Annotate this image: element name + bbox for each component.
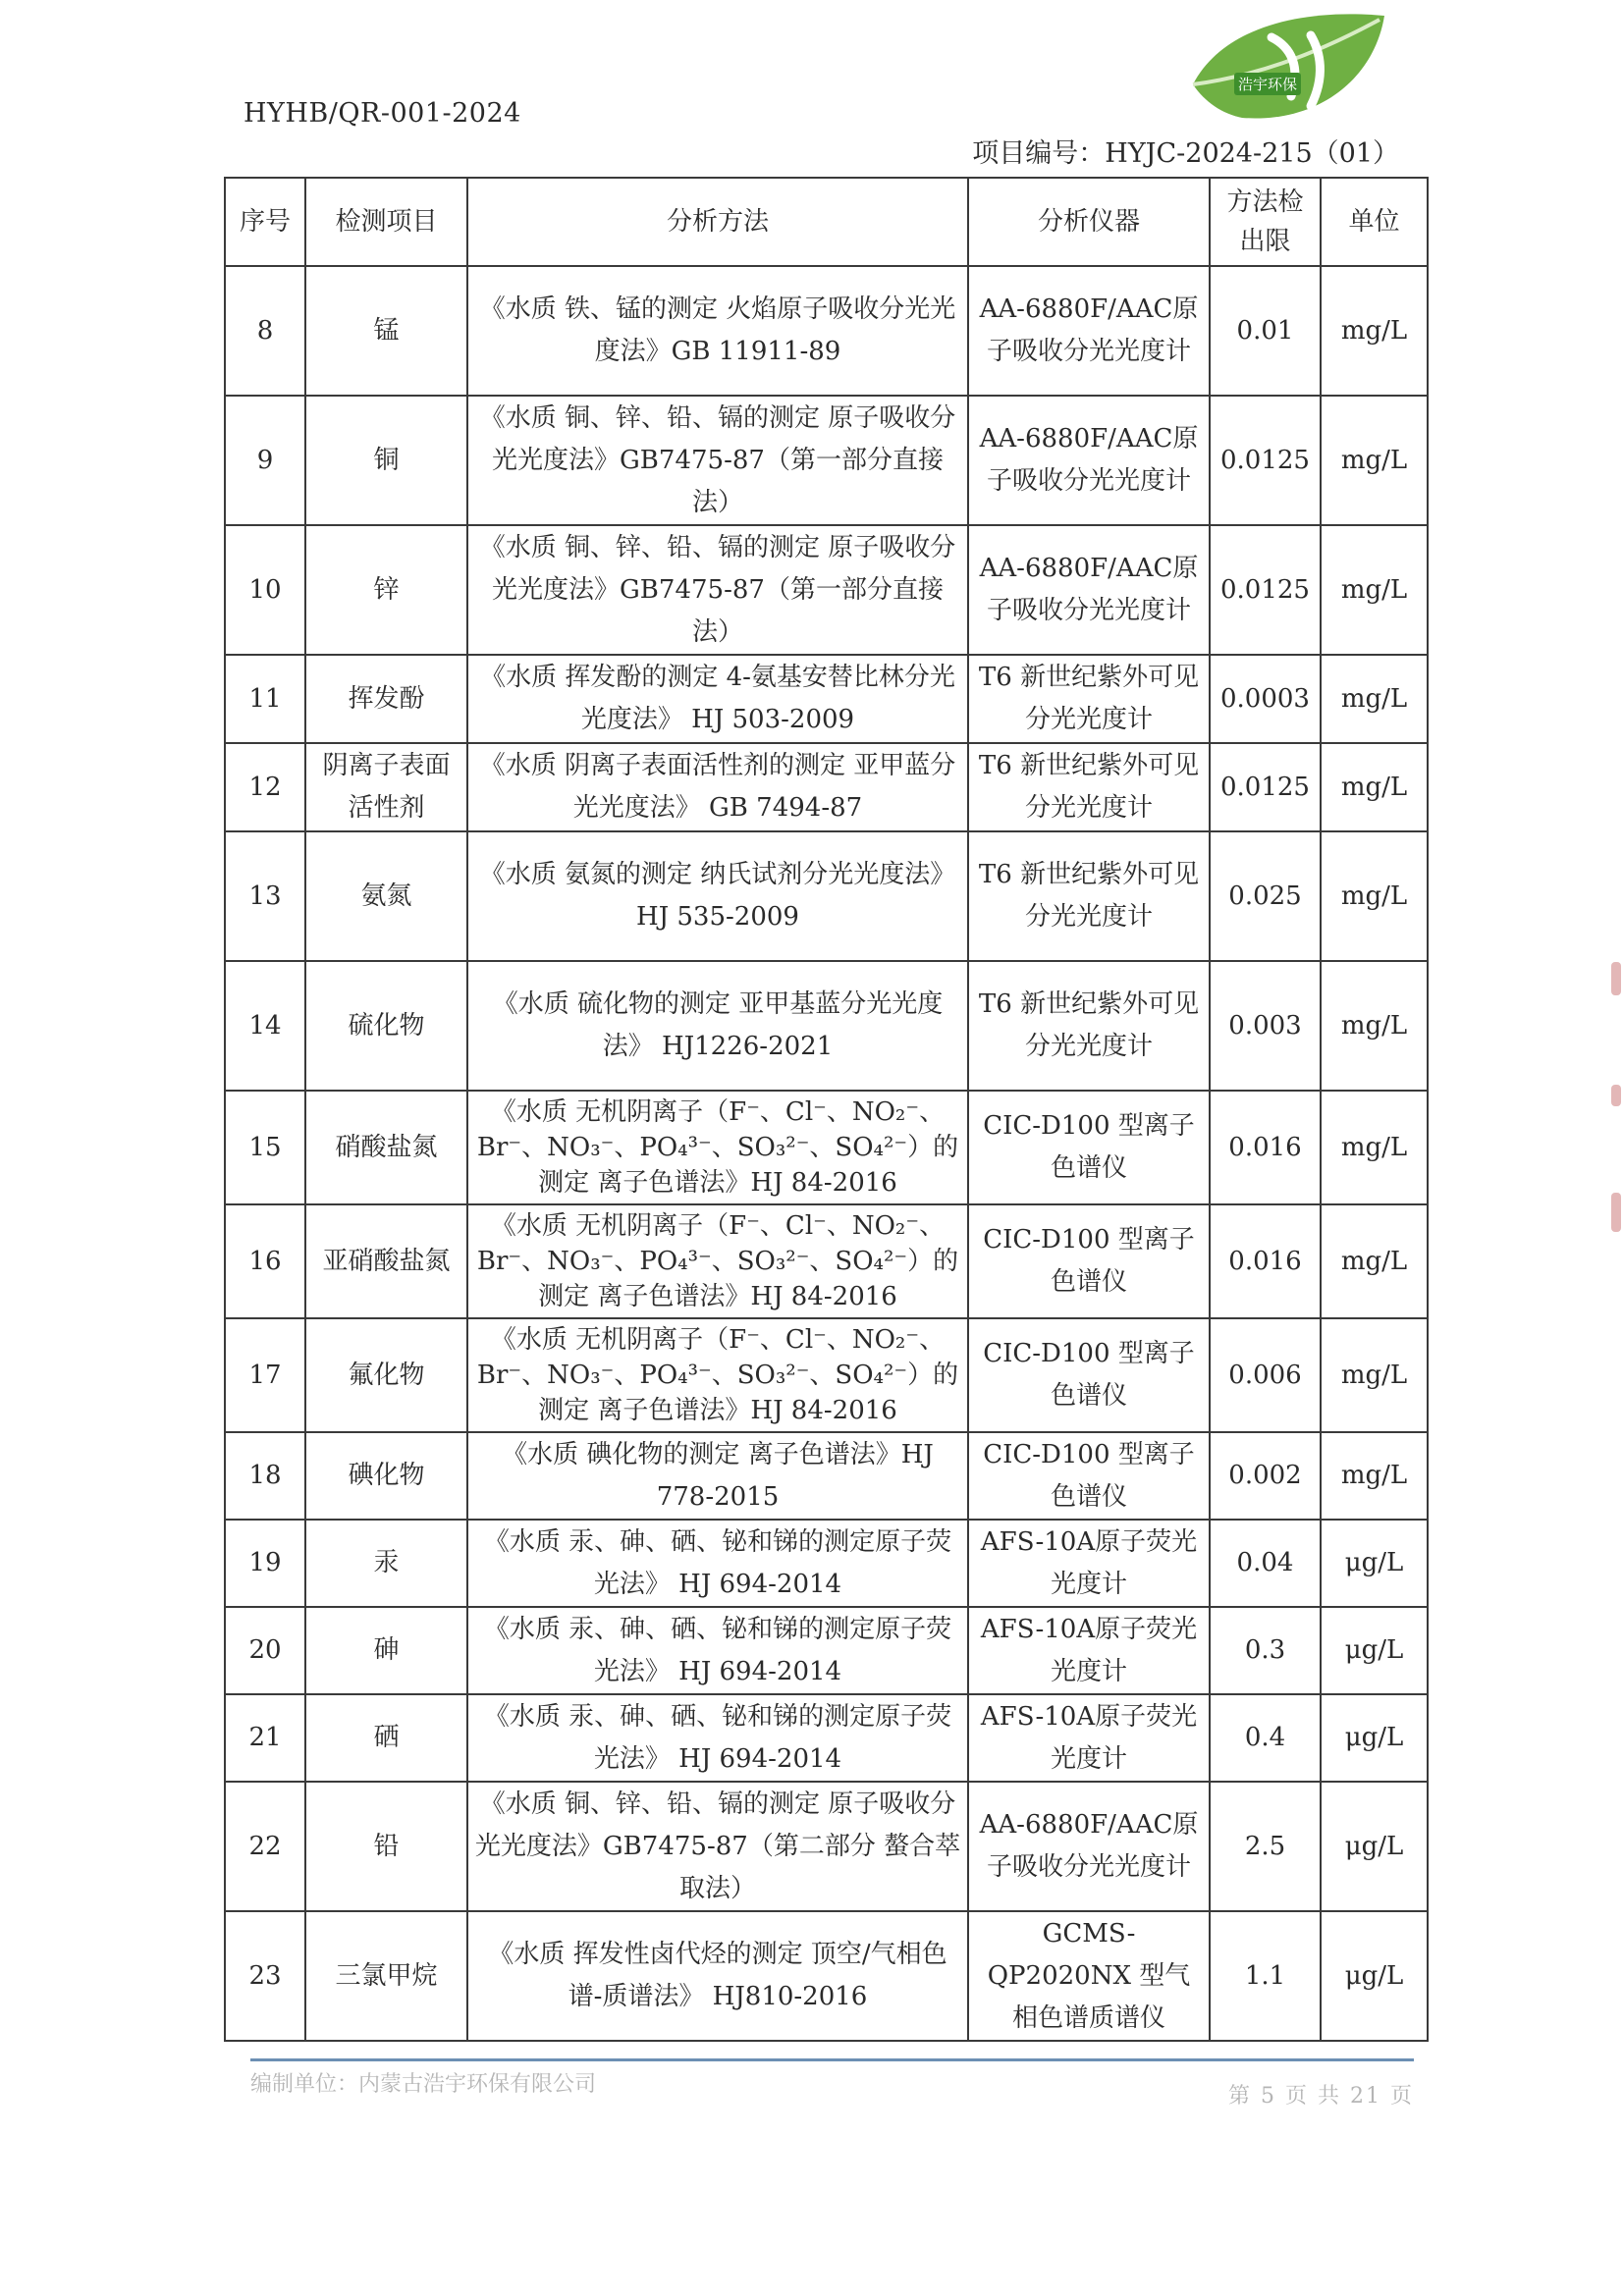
analysis-method: 《水质 阴离子表面活性剂的测定 亚甲蓝分光光度法》 GB 7494-87	[467, 743, 968, 831]
unit: mg/L	[1321, 1204, 1428, 1318]
detection-limit: 0.006	[1210, 1318, 1321, 1432]
analysis-instrument: CIC-D100 型离子色谱仪	[968, 1204, 1210, 1318]
table-header-row	[225, 178, 1428, 266]
row-number: 20	[225, 1607, 305, 1694]
table-row	[225, 655, 1428, 743]
analysis-method: 《水质 汞、砷、硒、铋和锑的测定原子荧光法》 HJ 694-2014	[467, 1520, 968, 1607]
row-number: 21	[225, 1694, 305, 1782]
column-header: 分析方法	[467, 178, 968, 266]
test-item: 砷	[305, 1607, 467, 1694]
table-row	[225, 1204, 1428, 1318]
table-row	[225, 1520, 1428, 1607]
test-item: 汞	[305, 1520, 467, 1607]
row-number: 14	[225, 961, 305, 1091]
unit: mg/L	[1321, 831, 1428, 961]
table-row	[225, 396, 1428, 525]
analysis-method: 《水质 无机阴离子（F⁻、Cl⁻、NO₂⁻、Br⁻、NO₃⁻、PO₄³⁻、SO₃²⁻、SO₄²⁻）的测定 离子色谱法》HJ 84-2016	[467, 1091, 968, 1204]
table-row	[225, 1318, 1428, 1432]
detection-methods-table	[224, 177, 1429, 2042]
test-item: 铜	[305, 396, 467, 525]
row-number: 22	[225, 1782, 305, 1911]
unit: mg/L	[1321, 266, 1428, 396]
table-row	[225, 1782, 1428, 1911]
test-item: 碘化物	[305, 1432, 467, 1520]
document-code: HYHB/QR-001-2024	[243, 98, 521, 129]
analysis-method: 《水质 无机阴离子（F⁻、Cl⁻、NO₂⁻、Br⁻、NO₃⁻、PO₄³⁻、SO₃²⁻、SO₄²⁻）的测定 离子色谱法》HJ 84-2016	[467, 1204, 968, 1318]
row-number: 11	[225, 655, 305, 743]
test-item: 挥发酚	[305, 655, 467, 743]
detection-limit: 0.0125	[1210, 743, 1321, 831]
analysis-method: 《水质 铁、锰的测定 火焰原子吸收分光光度法》GB 11911-89	[467, 266, 968, 396]
analysis-method: 《水质 碘化物的测定 离子色谱法》HJ 778-2015	[467, 1432, 968, 1520]
test-item: 硫化物	[305, 961, 467, 1091]
analysis-method: 《水质 无机阴离子（F⁻、Cl⁻、NO₂⁻、Br⁻、NO₃⁻、PO₄³⁻、SO₃²⁻、SO₄²⁻）的测定 离子色谱法》HJ 84-2016	[467, 1318, 968, 1432]
analysis-method: 《水质 铜、锌、铅、镉的测定 原子吸收分光光度法》GB7475-87（第一部分直接法）	[467, 525, 968, 655]
test-item: 三氯甲烷	[305, 1911, 467, 2041]
detection-limit: 0.0003	[1210, 655, 1321, 743]
row-number: 13	[225, 831, 305, 961]
row-number: 19	[225, 1520, 305, 1607]
detection-limit: 2.5	[1210, 1782, 1321, 1911]
detection-limit: 0.0125	[1210, 396, 1321, 525]
table-row	[225, 1607, 1428, 1694]
unit: μg/L	[1321, 1911, 1428, 2041]
unit: μg/L	[1321, 1520, 1428, 1607]
table-row	[225, 1091, 1428, 1204]
unit: μg/L	[1321, 1694, 1428, 1782]
analysis-method: 《水质 挥发酚的测定 4-氨基安替比林分光光度法》 HJ 503-2009	[467, 655, 968, 743]
analysis-instrument: AFS-10A原子荧光光度计	[968, 1520, 1210, 1607]
row-number: 16	[225, 1204, 305, 1318]
test-item: 硝酸盐氮	[305, 1091, 467, 1204]
page-number: 第 5 页 共 21 页	[1228, 2084, 1414, 2109]
analysis-instrument: T6 新世纪紫外可见分光光度计	[968, 961, 1210, 1091]
table-row	[225, 743, 1428, 831]
test-item: 氨氮	[305, 831, 467, 961]
logo-text: 浩宇环保	[1234, 73, 1301, 95]
analysis-instrument: CIC-D100 型离子色谱仪	[968, 1318, 1210, 1432]
seal-edge-mark	[1611, 1193, 1621, 1232]
row-number: 8	[225, 266, 305, 396]
row-number: 12	[225, 743, 305, 831]
analysis-instrument: T6 新世纪紫外可见分光光度计	[968, 831, 1210, 961]
unit: μg/L	[1321, 1782, 1428, 1911]
unit: mg/L	[1321, 655, 1428, 743]
detection-limit: 0.003	[1210, 961, 1321, 1091]
detection-limit: 0.04	[1210, 1520, 1321, 1607]
analysis-instrument: CIC-D100 型离子色谱仪	[968, 1091, 1210, 1204]
analysis-instrument: AA-6880F/AAC原子吸收分光光度计	[968, 266, 1210, 396]
detection-limit: 0.4	[1210, 1694, 1321, 1782]
detection-limit: 0.01	[1210, 266, 1321, 396]
test-item: 亚硝酸盐氮	[305, 1204, 467, 1318]
row-number: 9	[225, 396, 305, 525]
unit: mg/L	[1321, 743, 1428, 831]
column-header: 序号	[225, 178, 305, 266]
test-item: 氟化物	[305, 1318, 467, 1432]
analysis-instrument: AFS-10A原子荧光光度计	[968, 1694, 1210, 1782]
analysis-instrument: AFS-10A原子荧光光度计	[968, 1607, 1210, 1694]
unit: mg/L	[1321, 1318, 1428, 1432]
analysis-instrument: AA-6880F/AAC原子吸收分光光度计	[968, 1782, 1210, 1911]
analysis-method: 《水质 硫化物的测定 亚甲基蓝分光光度法》 HJ1226-2021	[467, 961, 968, 1091]
analysis-method: 《水质 铜、锌、铅、镉的测定 原子吸收分光光度法》GB7475-87（第二部分 螯合萃取法）	[467, 1782, 968, 1911]
detection-limit: 0.025	[1210, 831, 1321, 961]
column-header: 分析仪器	[968, 178, 1210, 266]
unit: mg/L	[1321, 1432, 1428, 1520]
table-row	[225, 266, 1428, 396]
test-item: 锰	[305, 266, 467, 396]
detection-limit: 0.016	[1210, 1091, 1321, 1204]
detection-limit: 0.3	[1210, 1607, 1321, 1694]
unit: μg/L	[1321, 1607, 1428, 1694]
table-row	[225, 831, 1428, 961]
company-logo	[1183, 8, 1399, 135]
row-number: 10	[225, 525, 305, 655]
project-number: 项目编号：HYJC-2024-215（01）	[972, 138, 1399, 169]
test-item: 锌	[305, 525, 467, 655]
analysis-method: 《水质 汞、砷、硒、铋和锑的测定原子荧光法》 HJ 694-2014	[467, 1694, 968, 1782]
compiler-unit: 编制单位：内蒙古浩宇环保有限公司	[250, 2072, 597, 2097]
analysis-instrument: AA-6880F/AAC原子吸收分光光度计	[968, 525, 1210, 655]
analysis-method: 《水质 汞、砷、硒、铋和锑的测定原子荧光法》 HJ 694-2014	[467, 1607, 968, 1694]
detection-limit: 0.016	[1210, 1204, 1321, 1318]
analysis-method: 《水质 挥发性卤代烃的测定 顶空/气相色谱-质谱法》 HJ810-2016	[467, 1911, 968, 2041]
footer-divider	[250, 2058, 1414, 2061]
row-number: 23	[225, 1911, 305, 2041]
analysis-method: 《水质 铜、锌、铅、镉的测定 原子吸收分光光度法》GB7475-87（第一部分直接法）	[467, 396, 968, 525]
column-header: 检测项目	[305, 178, 467, 266]
unit: mg/L	[1321, 396, 1428, 525]
analysis-instrument: T6 新世纪紫外可见分光光度计	[968, 743, 1210, 831]
analysis-instrument: CIC-D100 型离子色谱仪	[968, 1432, 1210, 1520]
table-row	[225, 1432, 1428, 1520]
column-header: 单位	[1321, 178, 1428, 266]
leaf-logo-icon	[1183, 8, 1399, 135]
row-number: 18	[225, 1432, 305, 1520]
table-row	[225, 1694, 1428, 1782]
column-header: 方法检出限	[1210, 178, 1321, 266]
table-row	[225, 961, 1428, 1091]
seal-edge-mark	[1611, 962, 1621, 995]
analysis-instrument: T6 新世纪紫外可见分光光度计	[968, 655, 1210, 743]
row-number: 17	[225, 1318, 305, 1432]
analysis-instrument: AA-6880F/AAC原子吸收分光光度计	[968, 396, 1210, 525]
detection-limit: 0.0125	[1210, 525, 1321, 655]
unit: mg/L	[1321, 961, 1428, 1091]
unit: mg/L	[1321, 1091, 1428, 1204]
seal-edge-mark	[1611, 1085, 1621, 1106]
analysis-instrument: GCMS-QP2020NX 型气相色谱质谱仪	[968, 1911, 1210, 2041]
table-row	[225, 1911, 1428, 2041]
analysis-method: 《水质 氨氮的测定 纳氏试剂分光光度法》HJ 535-2009	[467, 831, 968, 961]
table-row	[225, 525, 1428, 655]
row-number: 15	[225, 1091, 305, 1204]
test-item: 阴离子表面活性剂	[305, 743, 467, 831]
unit: mg/L	[1321, 525, 1428, 655]
test-item: 硒	[305, 1694, 467, 1782]
test-item: 铅	[305, 1782, 467, 1911]
detection-limit: 1.1	[1210, 1911, 1321, 2041]
detection-limit: 0.002	[1210, 1432, 1321, 1520]
